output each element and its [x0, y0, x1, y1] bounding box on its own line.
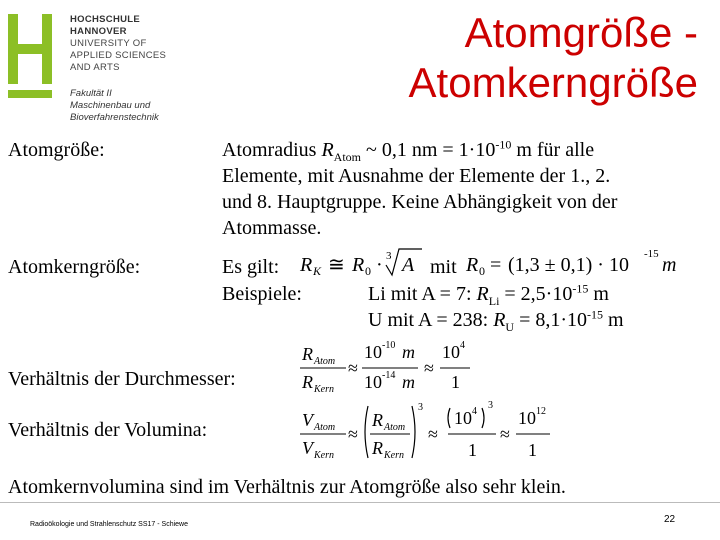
svg-text:1: 1: [451, 372, 460, 392]
svg-text:R: R: [372, 410, 383, 430]
svg-text:10: 10: [518, 408, 536, 428]
svg-text:R: R: [302, 344, 313, 364]
svg-text:(1,3 ± 0,1) · 10: (1,3 ± 0,1) · 10: [508, 254, 629, 276]
svg-text:Kern: Kern: [314, 450, 334, 461]
svg-text:R: R: [302, 372, 313, 392]
conclusion-text: Atomkernvolumina sind im Verhältnis zur Atomgröße also sehr klein.: [8, 476, 566, 498]
svg-text:10: 10: [442, 342, 460, 362]
svg-text:-10: -10: [382, 340, 396, 351]
faculty-name: Fakultät II Maschinenbau und Bioverfahrenstechnik: [70, 88, 159, 123]
label-atomkerngroesse: Atomkerngröße:: [8, 256, 141, 278]
svg-text:3: 3: [418, 402, 423, 413]
logo-bar: [8, 90, 52, 98]
svg-text:≈: ≈: [348, 358, 358, 378]
paragraph-line-2: Elemente, mit Ausnahme der Elemente der 1., 2.: [222, 165, 611, 187]
footer-divider: [0, 502, 720, 503]
svg-text:·: ·: [376, 254, 383, 276]
svg-text:Atom: Atom: [314, 422, 336, 433]
svg-text:Kern: Kern: [384, 450, 404, 461]
svg-text:Kern: Kern: [314, 384, 334, 395]
svg-text:Atom: Atom: [384, 422, 406, 433]
svg-text:V: V: [302, 438, 313, 458]
radius-formula: [298, 243, 426, 283]
diameter-ratio-formula: [298, 336, 498, 396]
page-number: 22: [664, 514, 676, 525]
svg-text:≈: ≈: [500, 424, 510, 444]
svg-text:=: =: [490, 254, 502, 276]
mit-label: mit: [430, 256, 457, 278]
svg-text:0: 0: [365, 264, 371, 278]
svg-text:10: 10: [364, 372, 382, 392]
svg-text:10: 10: [454, 408, 472, 428]
svg-text:0: 0: [479, 264, 485, 278]
svg-text:3: 3: [488, 400, 493, 411]
slide-title: Atomgröße - Atomkerngröße: [408, 9, 698, 106]
svg-text:10: 10: [364, 342, 382, 362]
paragraph-line-3: und 8. Hauptgruppe. Keine Abhängigkeit von der: [222, 191, 618, 213]
svg-text:12: 12: [536, 406, 546, 417]
label-atomgroesse: Atomgröße:: [8, 139, 105, 161]
svg-text:4: 4: [460, 340, 465, 351]
svg-text:R: R: [352, 254, 365, 276]
svg-text:V: V: [302, 410, 313, 430]
svg-text:Atom: Atom: [314, 356, 336, 367]
label-volumina: Verhältnis der Volumina:: [8, 419, 208, 441]
beispiele-label: Beispiele:: [222, 283, 302, 305]
svg-text:≈: ≈: [428, 424, 438, 444]
svg-text:A: A: [402, 254, 415, 276]
svg-text:4: 4: [472, 406, 477, 417]
svg-text:R: R: [300, 254, 313, 276]
svg-text:m: m: [402, 372, 415, 392]
svg-text:-14: -14: [382, 370, 396, 381]
example-lithium: Li mit A = 7: $R_{Li} = 2,5\cdot 10^{-15}$ m: [368, 281, 609, 308]
svg-text:≈: ≈: [348, 424, 358, 444]
example-uranium: U mit A = 238: $R_U = 8,1\cdot 10^{-15}$ m: [368, 307, 624, 334]
svg-text:≈: ≈: [424, 358, 434, 378]
atomradius-line: Atomradius $R_{Atom}$ ~ 0,1 nm = $1\cdot 10^{-10}$ m für alle: [222, 137, 595, 164]
volume-ratio-formula: [298, 398, 558, 464]
svg-text:-15: -15: [644, 248, 659, 260]
label-durchmesser: Verhältnis der Durchmesser:: [8, 368, 236, 390]
svg-text:R: R: [466, 254, 479, 276]
footer-course: Radioökologie und Strahlenschutz SS17 - Schiewe: [30, 521, 188, 528]
svg-text:m: m: [402, 342, 415, 362]
university-logo-h-icon: [8, 14, 52, 84]
es-gilt-label: Es gilt:: [222, 256, 280, 278]
svg-text:3: 3: [386, 250, 392, 262]
svg-text:≅: ≅: [328, 254, 345, 276]
svg-text:K: K: [313, 264, 322, 278]
svg-text:1: 1: [528, 440, 537, 460]
svg-text:m: m: [662, 254, 677, 276]
r0-definition: [464, 243, 682, 283]
paragraph-line-4: Atommasse.: [222, 217, 322, 239]
university-name: HOCHSCHULE HANNOVER UNIVERSITY OF APPLIED SCIENCES AND ARTS: [70, 14, 167, 73]
svg-text:R: R: [372, 438, 383, 458]
svg-text:1: 1: [468, 440, 477, 460]
